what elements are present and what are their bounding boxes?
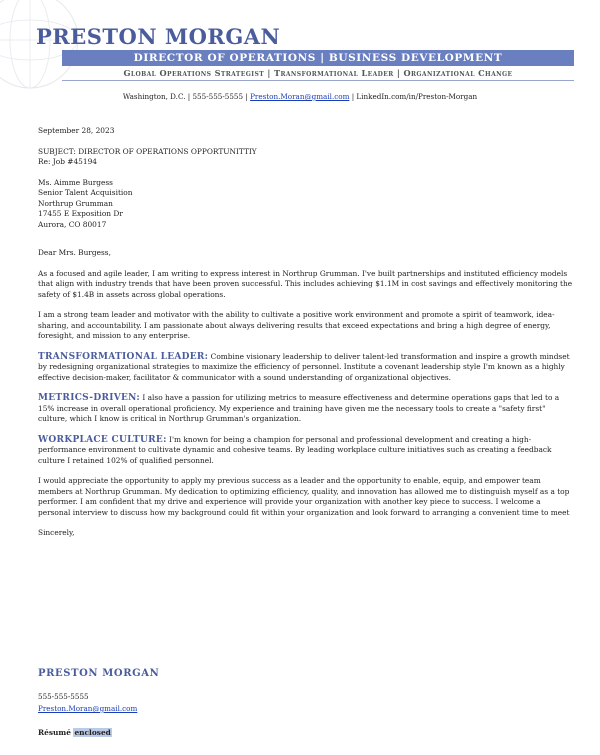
letter-date: September 28, 2023	[38, 126, 115, 135]
letter-body	[38, 126, 573, 549]
header-divider	[62, 80, 574, 81]
keyword-culture: WORKPLACE CULTURE:	[38, 434, 167, 445]
recipient-role: Senior Talent Acquisition	[38, 188, 133, 197]
paragraph-transformational	[38, 352, 573, 384]
paragraph-leadership: I am a strong team leader and motivator with the ability to cultivate a positive work environment and promote a spirit of teamwork, idea-sharing, and accountability. I am passionate about always delivering results that exceed expectations and bring a high degree of energy, foresight, and mission to any enterprise.	[38, 310, 555, 340]
job-title-bar: DIRECTOR OF OPERATIONS | BUSINESS DEVELOPMENT	[62, 50, 574, 66]
recipient-company: Northrup Grumman	[38, 198, 113, 208]
subject-line: SUBJECT: DIRECTOR OF OPERATIONS OPPORTUNITTIY	[38, 146, 257, 156]
enclosure-highlight: enclosed	[74, 728, 111, 737]
linkedin-text: | LinkedIn.com/in/Preston-Morgan	[351, 92, 478, 101]
salutation: Dear Mrs. Burgess,	[38, 248, 111, 257]
paragraph-metrics	[38, 393, 573, 425]
header-name: PRESTON MORGAN	[36, 24, 281, 49]
location-phone: Washington, D.C. | 555-555-5555 |	[122, 92, 248, 101]
email-link[interactable]: Preston.Moran@gmail.com	[250, 92, 350, 101]
signature-phone: 555-555-5555	[38, 692, 89, 701]
closing: Sincerely,	[38, 528, 75, 537]
recipient-city: Aurora, CO 80017	[38, 219, 107, 229]
text-transformational: Combine visionary leadership to deliver talent-led transformation and inspire a growth mindset by redesigning organizational strategies to maximize the efficiency of personnel. Institute a covenant leadership style I'm known as a highly effective decision-maker, facilitator & communicator with a sound understanding of organizational objectives.	[38, 351, 570, 382]
paragraph-closing: I would appreciate the opportunity to apply my previous success as a leader and the opportunity to enable, equip, and empower team members at Northrup Grumman. My dedication to optimizing efficiency, quality, and innovation has allowed me to distinguish myself as a top performer. I am confident that my drive and experience will provide your organization with another key piece to success. I welcome a personal interview to discuss how my background could fit within your organization and look forward to arranging a convenient time to meet	[38, 476, 570, 517]
recipient-address	[38, 178, 573, 231]
recipient-name: Ms. Aimme Burgess	[38, 177, 113, 187]
paragraph-intro: As a focused and agile leader, I am writing to express interest in Northrup Grumman. I've built partnerships and instituted efficiency models that align with industry trends that have been proven successful. This includes achieving $1.1M in cost savings and effectively monitoring the safety of $1.4B in assets across global operations.	[38, 268, 573, 299]
contact-line	[0, 92, 600, 101]
reference-line: Re: Job #45194	[38, 157, 97, 166]
text-culture: I'm known for being a champion for personal and professional development and creating a high-performance environment to cultivate dynamic and cohesive teams. By leading workplace culture initiatives such as creating a feedback culture I retained 102% of qualified personnel.	[38, 434, 552, 465]
recipient-street: 17455 E Exposition Dr	[38, 209, 123, 218]
enclosure-word: Résumé	[38, 728, 71, 737]
signature-name: PRESTON MORGAN	[38, 668, 160, 679]
subject-block	[38, 147, 573, 168]
enclosure-note	[38, 728, 112, 737]
signature-email-link[interactable]: Preston.Moran@gmail.com	[38, 704, 138, 713]
text-metrics: I also have a passion for utilizing metrics to measure effectiveness and determine operations gaps that led to a 15% increase in overall operational proficiency. My experience and training have given me the necessary tools to create a "safety first" culture, which I know is critical in Northrup Grumman's organization.	[38, 393, 560, 423]
keyword-transformational: TRANSFORMATIONAL LEADER:	[38, 351, 209, 362]
keyword-metrics: METRICS-DRIVEN:	[38, 393, 141, 403]
paragraph-culture	[38, 435, 573, 467]
tagline: Global Operations Strategist | Transformational Leader | Organizational Change	[123, 68, 513, 78]
